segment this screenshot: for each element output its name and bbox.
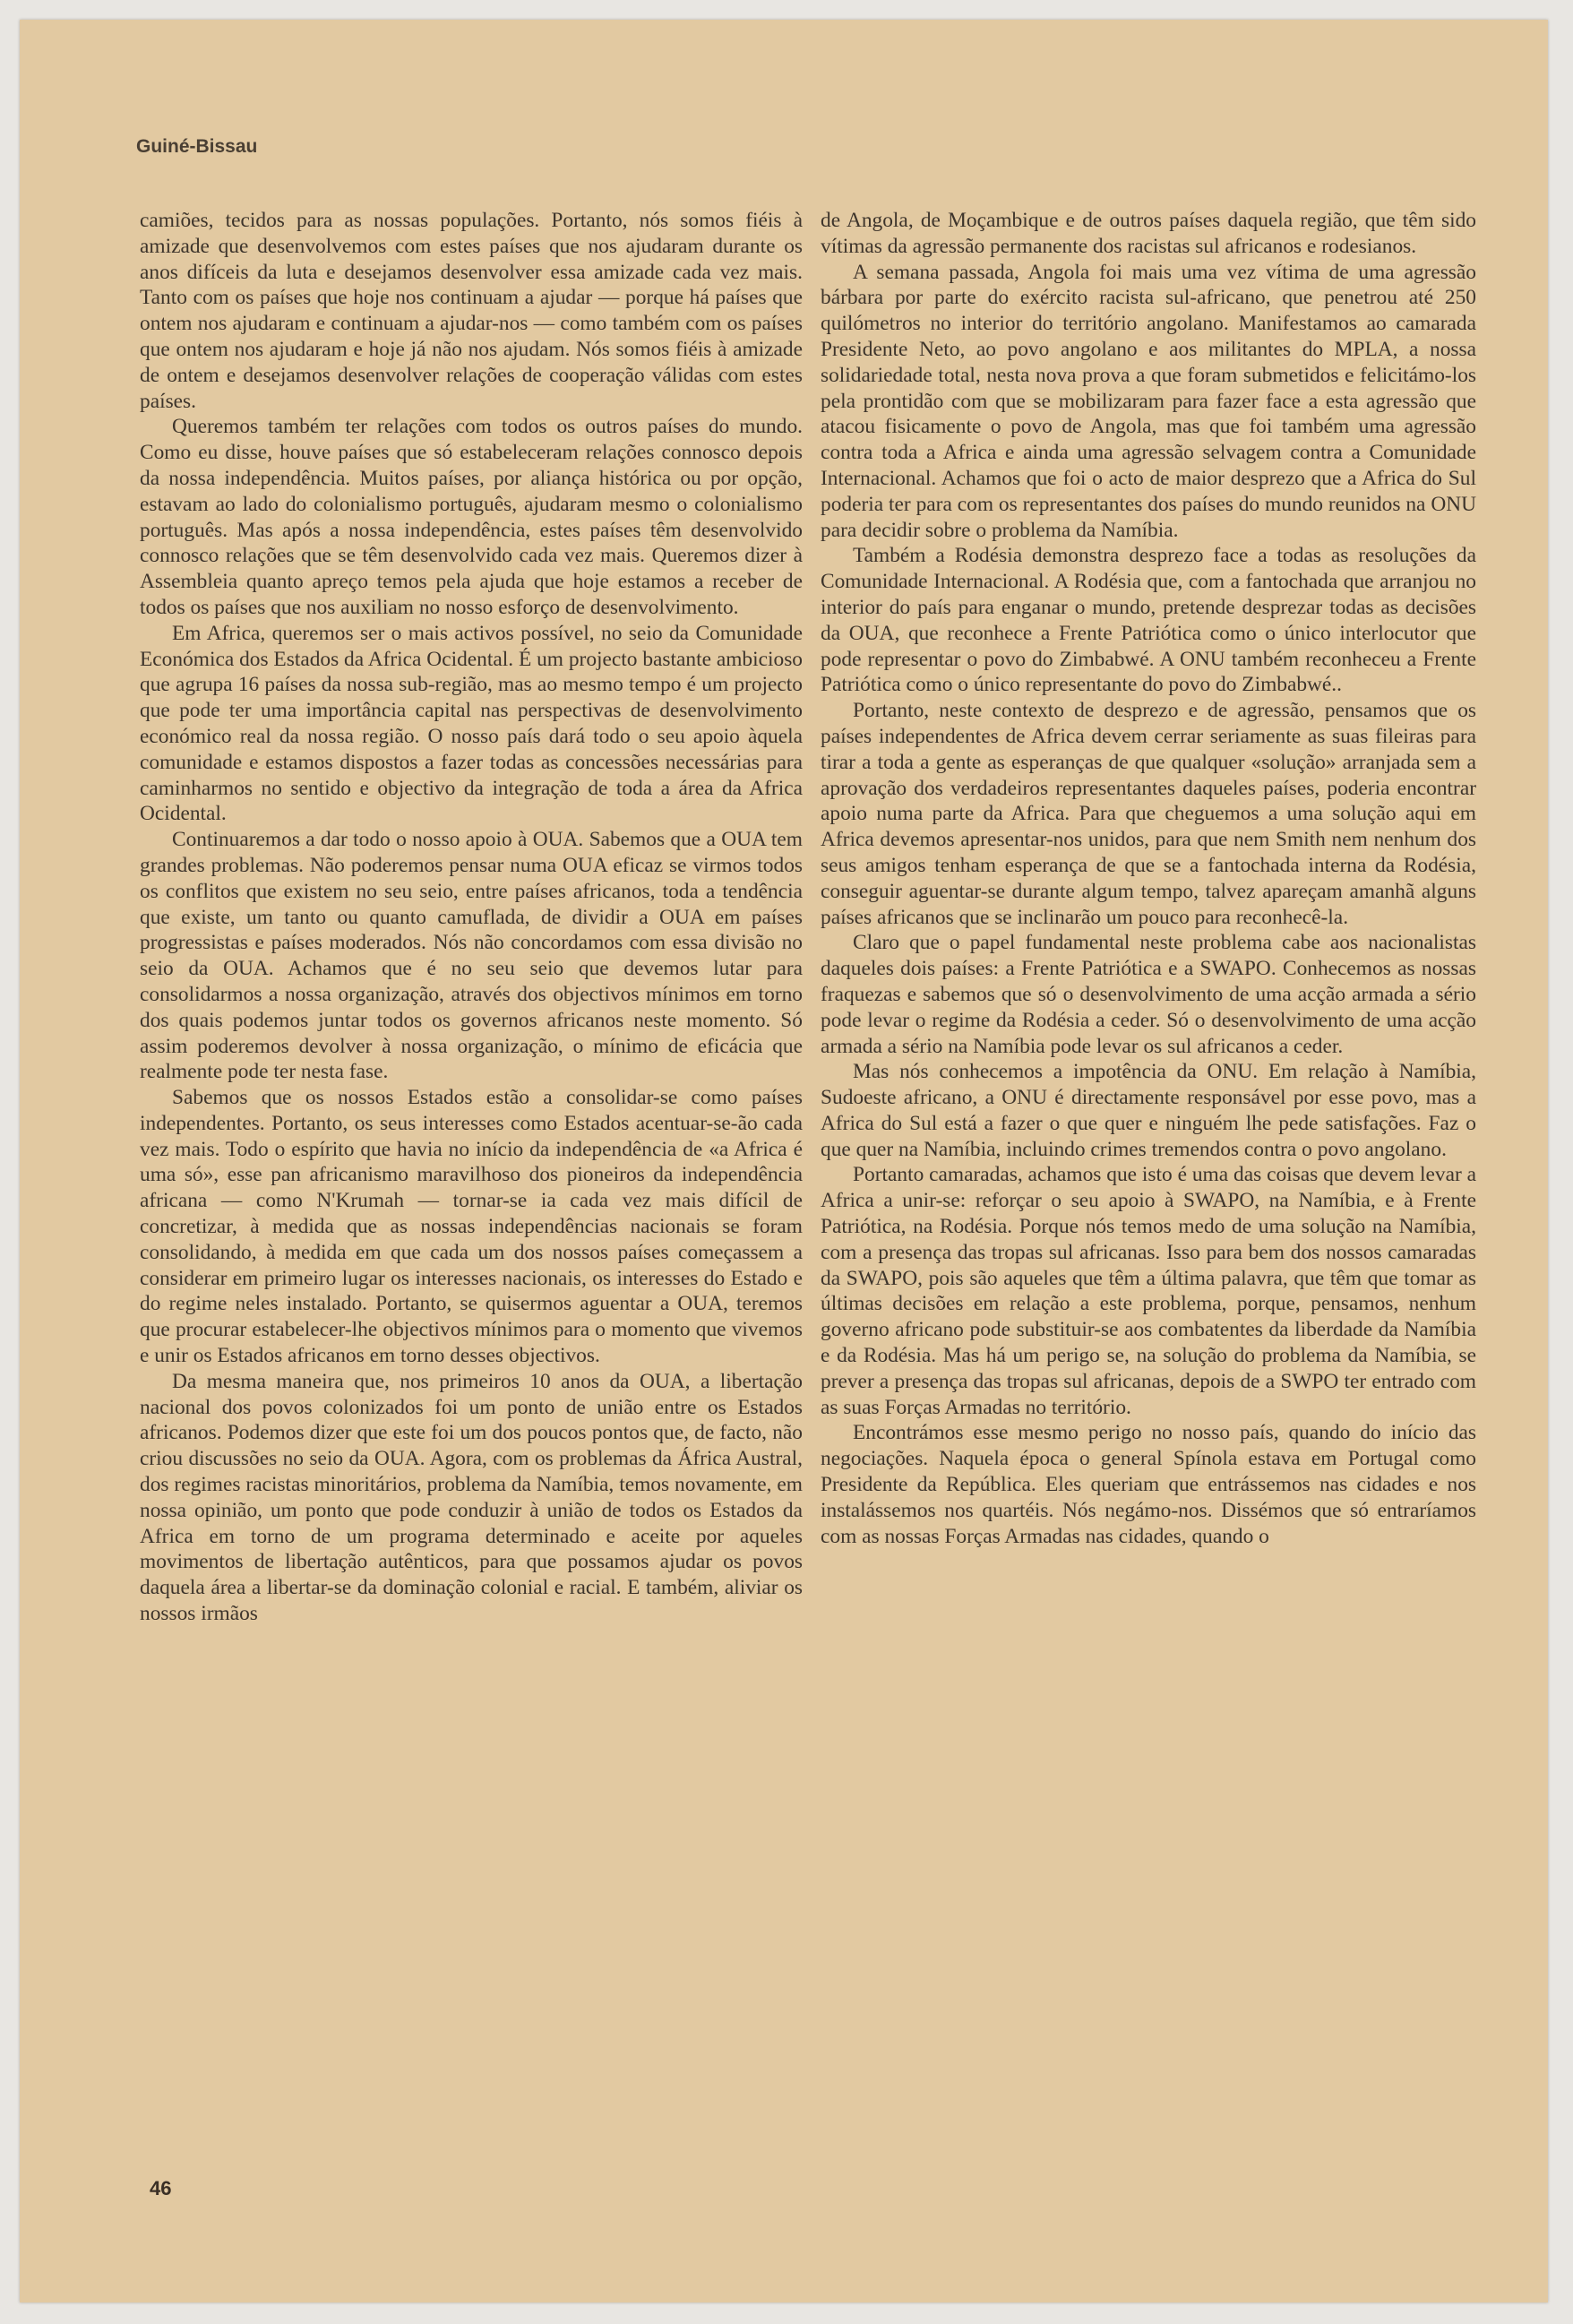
paragraph: Portanto, neste contexto de desprezo e de agressão, pensamos que os países independentes de Africa devem cerrar seriamente as suas fileiras para tirar a toda a gente as esperanças de que qualquer «solução» arranjada sem a aprovação dos verdadeiros representantes daqueles países, poderia encontrar apoio numa parte da Africa. Para que cheguemos a uma solução aqui em Africa devemos apresentar-nos unidos, para que nem Smith nem nenhum dos seus amigos tenham esperança de que se a fantochada interna da Rodésia, conseguir aguentar-se durante algum tempo, talvez apareçam amanhã alguns países africanos que se inclinarão um pouco para reconhecê-la.	[821, 699, 1476, 929]
paragraph: A semana passada, Angola foi mais uma vez vítima de uma agressão bárbara por parte do exército racista sul-africano, que penetrou até 250 quilómetros no interior do território angolano. Manifestamos ao camarada Presidente Neto, ao povo angolano e aos militantes do MPLA, a nossa solidariedade total, nesta nova prova a que foram submetidos e felicitámo-los pela prontidão com que se mobilizaram para fazer face a esta agressão que atacou fisicamente o povo de Angola, mas que foi também uma agressão contra toda a Africa e ainda uma agressão selvagem contra a Comunidade Internacional. Achamos que foi o acto de maior desprezo que a Africa do Sul poderia ter para com os representantes dos países do mundo reunidos na ONU para decidir sobre o problema da Namíbia.	[821, 260, 1476, 542]
paragraph: Continuaremos a dar todo o nosso apoio à OUA. Sabemos que a OUA tem grandes problemas. Não poderemos pensar numa OUA eficaz se virmos todos os conflitos que existem no seu seio, entre países africanos, toda a tendência que existe, um tanto ou quanto camuflada, de dividir a OUA em países progressistas e países moderados. Nós não concordamos com essa divisão no seio da OUA. Achamos que é no seu seio que devemos lutar para consolidarmos a nossa organização, através dos objectivos mínimos em torno dos quais podemos juntar todos os governos africanos neste momento. Só assim poderemos devolver à nossa organização, o mínimo de eficácia que realmente pode ter nesta fase.	[140, 828, 803, 1084]
page-number: 46	[150, 2177, 172, 2199]
paragraph: Também a Rodésia demonstra desprezo face a todas as resoluções da Comunidade Internacional. A Rodésia que, com a fantochada que arranjou no interior do país para enganar o mundo, pretende desprezar todas as decisões da OUA, que reconhece a Frente Patriótica como o único interlocutor que pode representar o povo do Zimbabwé. A ONU também reconheceu a Frente Patriótica como o único representante do povo do Zimbabwé..	[821, 544, 1476, 697]
paragraph: Da mesma maneira que, nos primeiros 10 anos da OUA, a libertação nacional dos povos colonizados foi um ponto de união entre os Estados africanos. Podemos dizer que este foi um dos poucos pontos que, de facto, não criou discussões no seio da OUA. Agora, com os problemas da África Austral, dos regimes racistas minoritários, problema da Namíbia, temos novamente, em nossa opinião, um ponto que pode conduzir à união de todos os Estados da Africa em torno de um programa determinado e aceite por aqueles movimentos de libertação autênticos, para que possamos ajudar os povos daquela área a libertar-se da dominação colonial e racial. E também, aliviar os nossos irmãos	[140, 1369, 803, 1626]
paragraph: Claro que o papel fundamental neste problema cabe aos nacionalistas daqueles dois países: a Frente Patriótica e a SWAPO. Conhecemos as nossas fraquezas e sabemos que só o desenvolvimento de uma acção armada a sério pode levar o regime da Rodésia a ceder. Só o desenvolvimento de uma acção armada a sério na Namíbia pode levar os sul africanos a ceder.	[821, 931, 1476, 1058]
paragraph: Queremos também ter relações com todos os outros países do mundo. Como eu disse, houve países que só estabeleceram relações connosco depois da nossa independência. Muitos países, por aliança histórica ou por opção, estavam ao lado do colonialismo português, ajudaram mesmo o colonialismo português. Mas após a nossa independência, estes países têm desenvolvido connosco relações que se têm desenvolvido cada vez mais. Queremos dizer à Assembleia quanto apreço temos pela ajuda que hoje estamos a receber de todos os países que nos auxiliam no nosso esforço de desenvolvimento.	[140, 415, 803, 619]
paragraph: Em Africa, queremos ser o mais activos possível, no seio da Comunidade Económica dos Estados da Africa Ocidental. É um projecto bastante ambicioso que agrupa 16 países da nossa sub-região, mas ao mesmo tempo é um projecto que pode ter uma importância capital nas perspectivas de desenvolvimento económico real da nossa região. O nosso país dará todo o seu apoio àquela comunidade e estamos dispostos a fazer todas as concessões necessárias para caminharmos no sentido e objectivo da integração de toda a área da Africa Ocidental.	[140, 621, 803, 826]
running-head: Guiné-Bissau	[136, 136, 258, 157]
paragraph: Mas nós conhecemos a impotência da ONU. Em relação à Namíbia, Sudoeste africano, a ONU é directamente responsável por esse povo, mas a Africa do Sul está a fazer o que quer e ninguém lhe pede satisfações. Faz o que quer na Namíbia, incluindo crimes tremendos contra o povo angolano.	[821, 1060, 1476, 1161]
paragraph: Portanto camaradas, achamos que isto é uma das coisas que devem levar a Africa a unir-se: reforçar o seu apoio à SWAPO, na Namíbia, e à Frente Patriótica, na Rodésia. Porque nós temos medo de uma solução na Namíbia, com a presença das tropas sul africanas. Isso para bem dos nossos camaradas da SWAPO, pois são aqueles que têm a última palavra, que têm que tomar as últimas decisões em relação a este problema, porque, pensamos, nenhum governo africano pode substituir-se aos combatentes da liberdade da Namíbia e da Rodésia. Mas há um perigo se, na solução do problema da Namíbia, se prever a presença das tropas sul africanas, depois de a SWPO ter entrado com as suas Forças Armadas no território.	[821, 1163, 1476, 1419]
right-column	[821, 208, 1476, 1549]
left-column	[140, 208, 803, 1627]
document-page	[20, 20, 1548, 2302]
paragraph: camiões, tecidos para as nossas populações. Portanto, nós somos fiéis à amizade que desenvolvemos com estes países que nos ajudaram durante os anos difíceis da luta e desejamos desenvolver essa amizade cada vez mais. Tanto com os países que hoje nos continuam a ajudar — porque há países que ontem nos ajudaram e continuam a ajudar-nos — como também com os países que ontem nos ajudaram e hoje já não nos ajudam. Nós somos fiéis à amizade de ontem e desejamos desenvolver relações de cooperação válidas com estes países.	[140, 209, 803, 413]
paragraph: de Angola, de Moçambique e de outros países daquela região, que têm sido vítimas da agressão permanente dos racistas sul africanos e rodesianos.	[821, 209, 1476, 258]
paragraph: Sabemos que os nossos Estados estão a consolidar-se como países independentes. Portanto, os seus interesses como Estados acentuar-se-ão cada vez mais. Todo o espírito que havia no início da independência de «a Africa é uma só», esse pan africanismo maravilhoso dos pioneiros da independência africana — como N'Krumah — tornar-se ia cada vez mais difícil de concretizar, à medida que as nossas independências nacionais se foram consolidando, à medida em que cada um dos nossos países começassem a considerar em primeiro lugar os interesses nacionais, os interesses do Estado e do regime neles instalado. Portanto, se quisermos aguentar a OUA, teremos que procurar estabelecer-lhe objectivos mínimos para o momento que vivemos e unir os Estados africanos em torno desses objectivos.	[140, 1086, 803, 1368]
paragraph: Encontrámos esse mesmo perigo no nosso país, quando do início das negociações. Naquela época o general Spínola estava em Portugal como Presidente da República. Eles queriam que entrássemos nas cidades e nos instalássemos nos quartéis. Nós negámo-nos. Dissémos que só entraríamos com as nossas Forças Armadas nas cidades, quando o	[821, 1421, 1476, 1548]
